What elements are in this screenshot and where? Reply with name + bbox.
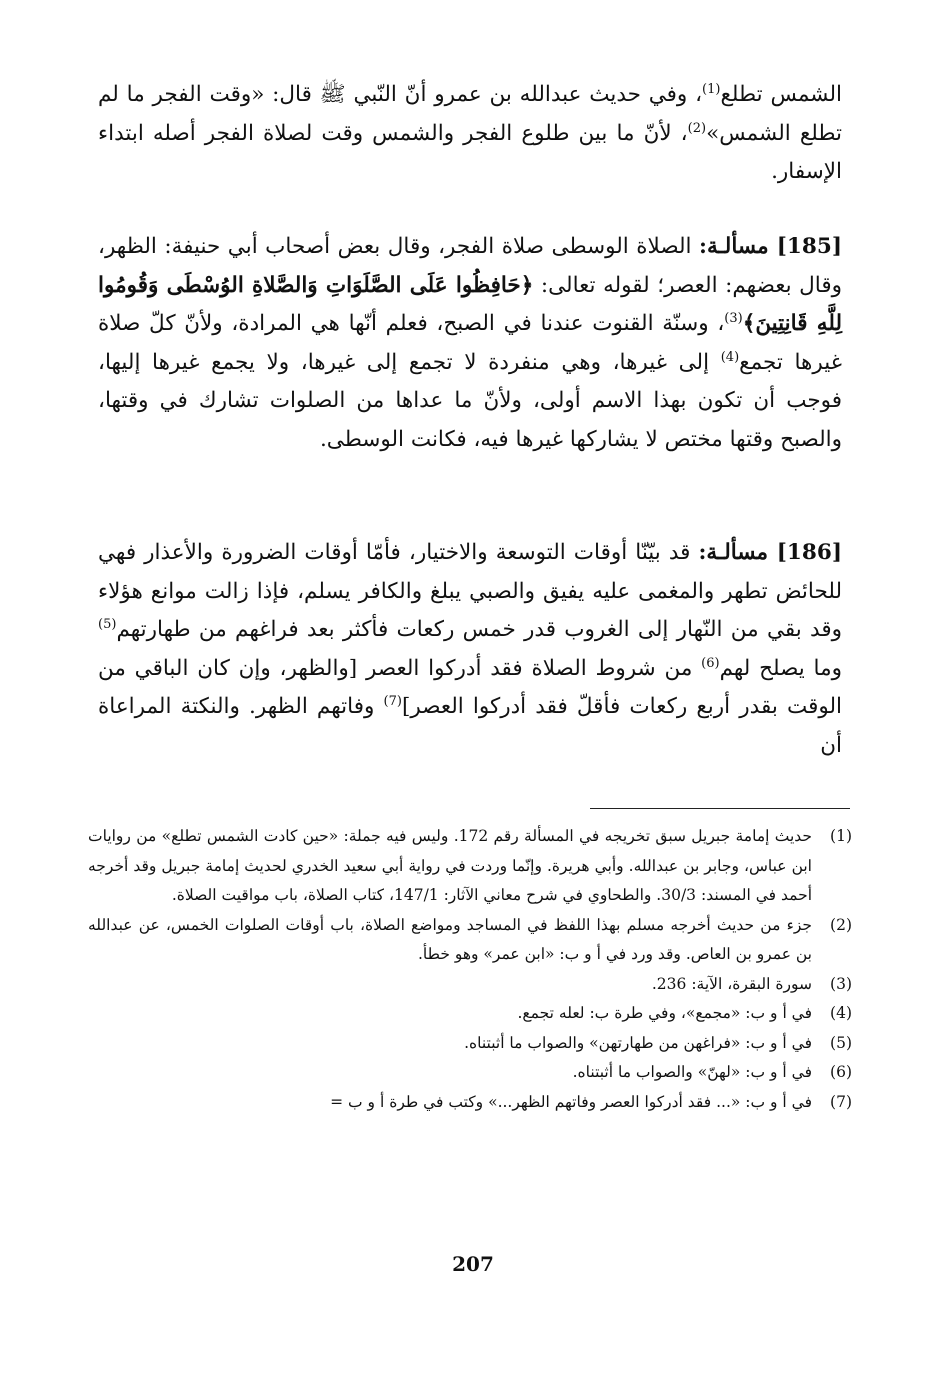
paragraph-text: إلى غيرها، وهي منفردة لا تجمع إلى غيرها، ولا يجمع غيرها إليها، فوجب أن تكون بهذا الاسم أولى، ولأنّ ما عداها من الصلوات تشارك في وقتها، والصبح وقتها مختص لا يشاركها غيرها فيه، فكانت الوسطى. (98, 349, 842, 452)
paragraph-3 (98, 534, 842, 766)
footnote-ref: (7) (383, 694, 402, 710)
footnote-ref: (3) (724, 311, 743, 327)
footnote-ref: (5) (98, 617, 117, 633)
footnote-ref: (4) (720, 349, 740, 365)
footnote-ref: (6) (701, 655, 720, 671)
footnote-number: (5) (830, 1033, 852, 1052)
footnote (88, 970, 852, 1000)
paragraph-text: ، لأنّ ما بين طلوع الفجر والشمس وقت لصلاة الفجر أصله ابتداء الإسفار. (98, 120, 842, 185)
footnotes (88, 822, 852, 1117)
footnote-text: سورة البقرة، الآية: 236. (651, 974, 812, 993)
footnote-text: جزء من حديث أخرجه مسلم بهذا اللفظ في المساجد ومواضع الصلاة، باب أوقات الصلوات الخمس، عن عبدالله بن عمرو بن العاص. وقد ورد في أ و ب: «ابن عمر» وهو خطأ. (88, 915, 812, 963)
footnote (88, 999, 852, 1029)
footnote (88, 822, 852, 911)
footnote (88, 1029, 852, 1059)
paragraph-text: وما يصلح لهم (719, 655, 842, 681)
footnote-number: (6) (830, 1063, 852, 1081)
paragraph-text: من شروط الصلاة فقد أدركوا العصر [والظهر، وإن كان الباقي من الوقت بقدر أربع ركعات فأقلّ فقد أدركوا العصر] (98, 655, 842, 720)
issue-heading: [186] مسألـة: (698, 540, 842, 565)
footnote-number: (4) (830, 1004, 852, 1022)
footnote-text: في أ و ب: «مجمع»، وفي طرة ب: لعله تجمع. (517, 1004, 812, 1022)
footnote (88, 911, 852, 970)
paragraph-text: ، وسنّة القنوت عندنا في الصبح، فعلم أنّها هي المرادة، ولأنّ كلّ صلاة غيرها تجمع (98, 311, 842, 375)
footnote (88, 1058, 852, 1088)
footnote-ref: (1) (702, 81, 721, 97)
footnote-divider (590, 808, 850, 809)
paragraph-text: الشمس تطلع (720, 82, 842, 107)
paragraph-text: قد بيّنّا أوقات التوسعة والاختيار، فأمّا أوقات الضرورة والأعذار فهي للحائض تطهر والمغمى عليه يفيق والصبي يبلغ والكافر يسلم، فإذا زالت موانع هؤلاء وقد بقي من النّهار إلى الغروب قدر خمس ركعات فأكثر بعد فراغهم من طهارتهم (98, 540, 842, 643)
footnote-text: في أ و ب: «لهنّ» والصواب ما أثبتناه. (572, 1063, 812, 1081)
paragraph-text: وفاتهم الظهر. والنكتة المراعاة أن (98, 694, 842, 758)
page-number: 207 (452, 1252, 494, 1276)
footnote-number: (2) (830, 915, 852, 934)
issue-heading: [185] مسألـة: (699, 234, 842, 259)
paragraph-1 (98, 76, 842, 192)
footnote-text: في أ و ب: «فراغهن من طهارتهن» والصواب ما أثبتناه. (464, 1033, 812, 1052)
paragraph-text: ، وفي حديث عبدالله بن عمرو أنّ النّبي ﷺ قال: «وقت الفجر ما لم تطلع الشمس» (98, 82, 842, 146)
footnote-text: حديث إمامة جبريل سبق تخريجه في المسألة رقم 172. وليس فيه جملة: «حين كادت الشمس تطلع» من روايات ابن عباس، وجابر بن عبدالله. وأبي هريرة. وإنّما وردت في رواية أبي سعيد الخدري لحديث إمامة جبريل وقد أخرجه أحمد في المسند: 30/3. والطحاوي في شرح معاني الآثار: 147/1، كتاب الصلاة، باب مواقيت الصلاة. (88, 827, 812, 904)
footnote-text: في أ و ب: «... فقد أدركوا العصر وفاتهم الظهر...» وكتب في طرة أ و ب = (330, 1092, 812, 1111)
paragraph-text: الصلاة الوسطى صلاة الفجر، وقال بعض أصحاب أبي حنيفة: الظهر، وقال بعضهم: العصر؛ لقوله تعالى: (98, 234, 843, 298)
paragraph-2 (98, 228, 842, 460)
footnote-number: (1) (830, 827, 852, 845)
footnote-number: (3) (830, 974, 852, 993)
footnote-number: (7) (830, 1092, 852, 1111)
quran-verse: ﴿حَافِظُوا عَلَى الصَّلَوَاتِ وَالصَّلاةِ الوُسْطَى وَقُومُوا لِلَّهِ قَانِتِينَ﴾ (98, 272, 843, 337)
footnote (88, 1088, 852, 1118)
footnote-ref: (2) (687, 120, 707, 136)
